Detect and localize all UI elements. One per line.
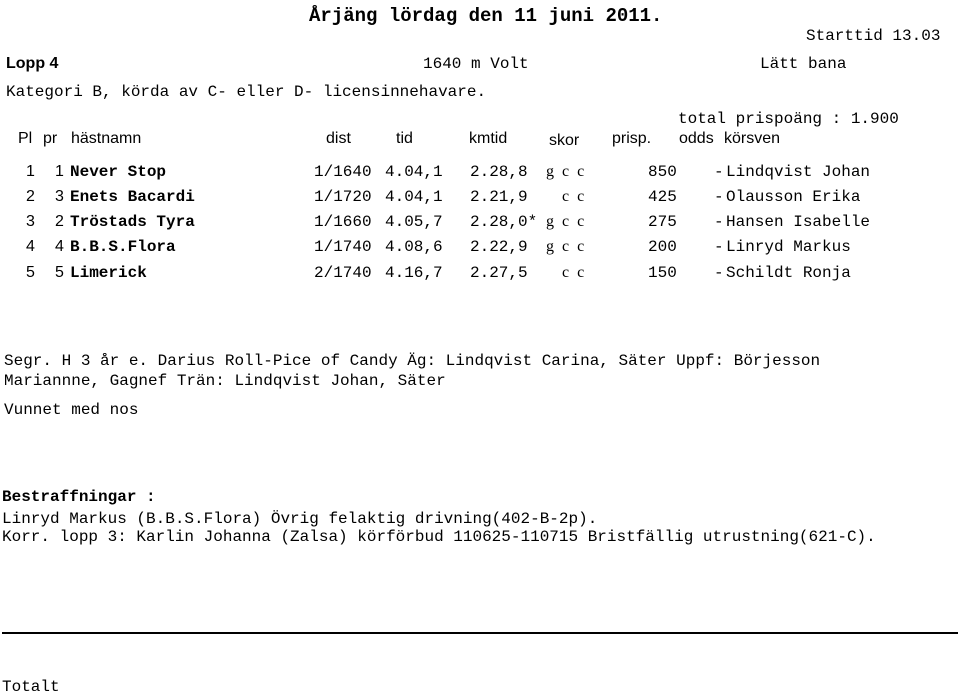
penalties-heading: Bestraffningar : (2, 488, 156, 506)
row3-tid: 4.05,7 (385, 213, 443, 231)
row2-tid: 4.04,1 (385, 188, 443, 206)
row3-kmtid: 2.28,0* (470, 213, 538, 231)
row4-pr: 4 (55, 238, 64, 255)
row1-prisp: 850 (648, 163, 677, 181)
row2-kmtid: 2.21,9 (470, 188, 528, 206)
row4-odds: - (714, 238, 724, 256)
won-with: Vunnet med nos (4, 401, 139, 419)
row1-tid: 4.04,1 (385, 163, 443, 181)
row5-kmtid: 2.27,5 (470, 264, 528, 282)
winner-info-line2: Mariannne, Gagnef Trän: Lindqvist Johan, Säter (4, 372, 446, 390)
row4-kmtid: 2.22,9 (470, 238, 528, 256)
row5-dist: 2/1740 (314, 264, 372, 282)
row2-skor: c c (562, 188, 587, 205)
row3-odds: - (714, 213, 724, 231)
row3-pr: 2 (55, 213, 64, 230)
footer-total: Totalt (2, 678, 60, 696)
col-header-pl: Pl (18, 130, 33, 147)
footer-divider (2, 632, 958, 634)
row2-pl: 2 (26, 188, 35, 205)
row1-horse: Never Stop (70, 163, 167, 181)
row1-skor: g c c (546, 163, 587, 180)
penalty-line2: Korr. lopp 3: Karlin Johanna (Zalsa) körförbud 110625-110715 Bristfällig utrustning(621-C). (2, 528, 876, 546)
row3-driver: Hansen Isabelle (726, 213, 871, 231)
row4-horse: B.B.S.Flora (70, 238, 176, 256)
col-header-pr: pr (43, 130, 58, 147)
col-header-kmtid: kmtid (469, 130, 508, 147)
row1-dist: 1/1640 (314, 163, 372, 181)
penalty-line1: Linryd Markus (B.B.S.Flora) Övrig felaktig drivning(402-B-2p). (2, 510, 598, 528)
race-number: Lopp 4 (6, 55, 59, 72)
row5-tid: 4.16,7 (385, 264, 443, 282)
total-prize: total prispoäng : 1.900 (678, 110, 899, 128)
row2-horse: Enets Bacardi (70, 188, 195, 206)
date-title: Årjäng lördag den 11 juni 2011. (309, 5, 663, 27)
row2-prisp: 425 (648, 188, 677, 206)
row5-pl: 5 (26, 264, 35, 281)
race-category: Kategori B, körda av C- eller D- licensinnehavare. (6, 83, 487, 101)
row4-pl: 4 (26, 238, 35, 255)
row2-odds: - (714, 188, 724, 206)
row5-horse: Limerick (70, 264, 147, 282)
row5-skor: c c (562, 264, 587, 281)
row2-pr: 3 (55, 188, 64, 205)
row4-prisp: 200 (648, 238, 677, 256)
col-header-horse: hästnamn (71, 130, 142, 147)
col-header-prisp: prisp. (612, 130, 652, 147)
row5-pr: 5 (55, 264, 64, 281)
row5-prisp: 150 (648, 264, 677, 282)
col-header-tid: tid (396, 130, 413, 147)
row4-skor: g c c (546, 238, 587, 255)
row3-pl: 3 (26, 213, 35, 230)
start-time: Starttid 13.03 (806, 27, 941, 45)
row2-driver: Olausson Erika (726, 188, 861, 206)
row4-tid: 4.08,6 (385, 238, 443, 256)
col-header-driver: körsven (724, 130, 781, 147)
row5-odds: - (714, 264, 724, 282)
row1-kmtid: 2.28,8 (470, 163, 528, 181)
row1-driver: Lindqvist Johan (726, 163, 871, 181)
row3-dist: 1/1660 (314, 213, 372, 231)
winner-info-line1: Segr. H 3 år e. Darius Roll-Pice of Candy Äg: Lindqvist Carina, Säter Uppf: Börjesson (4, 352, 821, 370)
row1-pr: 1 (55, 163, 64, 180)
col-header-skor: skor (549, 132, 580, 149)
col-header-odds: odds (679, 130, 714, 147)
race-distance-method: 1640 m Volt (423, 55, 529, 73)
row3-horse: Tröstads Tyra (70, 213, 195, 231)
row4-driver: Linryd Markus (726, 238, 851, 256)
col-header-dist: dist (326, 130, 351, 147)
track-condition: Lätt bana (760, 55, 847, 73)
row3-prisp: 275 (648, 213, 677, 231)
row4-dist: 1/1740 (314, 238, 372, 256)
row2-dist: 1/1720 (314, 188, 372, 206)
row3-skor: g c c (546, 213, 587, 230)
row1-pl: 1 (26, 163, 35, 180)
row1-odds: - (714, 163, 724, 181)
row5-driver: Schildt Ronja (726, 264, 851, 282)
